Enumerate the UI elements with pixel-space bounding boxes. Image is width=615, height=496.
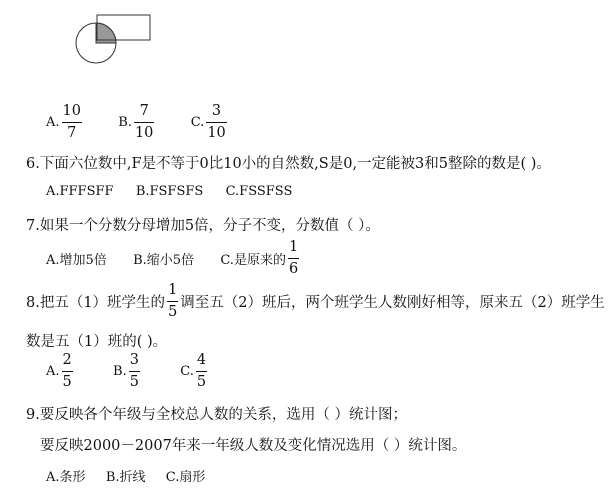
q6-option-c[interactable]: C.FSSFSS <box>225 184 293 199</box>
q9-option-a[interactable]: A.条形 <box>46 470 86 485</box>
q5-option-b[interactable]: B. $\frac{7}{10}$ <box>118 103 154 141</box>
q9-options <box>46 466 205 485</box>
fraction: $\frac{4}{5}$ <box>196 352 207 390</box>
fraction: $\frac{3}{5}$ <box>129 352 139 390</box>
q8-option-c[interactable]: C. $\frac{4}{5}$ <box>180 352 207 390</box>
q8-option-b[interactable]: B. $\frac{3}{5}$ <box>113 352 139 390</box>
q6-option-a[interactable]: A.FFFSFF <box>46 184 114 199</box>
fraction: $\frac{7}{10}$ <box>134 103 154 141</box>
q7-options <box>46 240 301 276</box>
q7-option-a[interactable]: A.增加5倍 <box>46 252 107 268</box>
q6-option-b[interactable]: B.FSFSFS <box>135 184 204 199</box>
q6-options <box>46 184 292 199</box>
q9-option-b[interactable]: B.折线 <box>105 470 146 485</box>
q7-text: 7.如果一个分数分母增加5倍，分子不变，分数值（ ）。 <box>26 218 380 234</box>
q8-option-a[interactable]: A. $\frac{2}{5}$ <box>46 352 72 390</box>
fraction: $\frac{1}{5}$ <box>168 282 178 320</box>
q7-option-c[interactable]: C.是原来的 $\frac{1}{6}$ <box>220 239 299 277</box>
q8-line2: 数是五（1）班的( )。 <box>26 334 168 350</box>
q9-option-c[interactable]: C.扇形 <box>165 470 206 485</box>
q8-line1: 8.把五（1）班学生的 $\frac{1}{5}$ 调至五（2）班后，两个班学生人数刚好相等，原来五（2）班学生 <box>26 282 605 320</box>
q7-option-b[interactable]: B.缩小5倍 <box>133 252 195 268</box>
question-figure <box>72 10 156 70</box>
q6-text: 6.下面六位数中,F是不等于0比10小的自然数,S是0,一定能被3和5整除的数是( )。 <box>26 156 551 172</box>
fraction: $\frac{2}{5}$ <box>62 352 72 390</box>
q5-option-c[interactable]: C. $\frac{3}{10}$ <box>190 103 226 141</box>
q5-option-a[interactable]: A. $\frac{10}{7}$ <box>46 103 81 141</box>
q9-line1: 9.要反映各个年级与全校总人数的关系，选用（ ）统计图； <box>26 407 407 423</box>
q8-options <box>46 353 209 389</box>
q9-line2: 要反映2000－2007年来一年级人数及变化情况选用（ ）统计图。 <box>40 438 467 454</box>
q5-options <box>46 104 229 140</box>
fraction: $\frac{3}{10}$ <box>207 103 226 141</box>
fraction: $\frac{1}{6}$ <box>288 239 299 277</box>
fraction: $\frac{10}{7}$ <box>62 103 81 141</box>
